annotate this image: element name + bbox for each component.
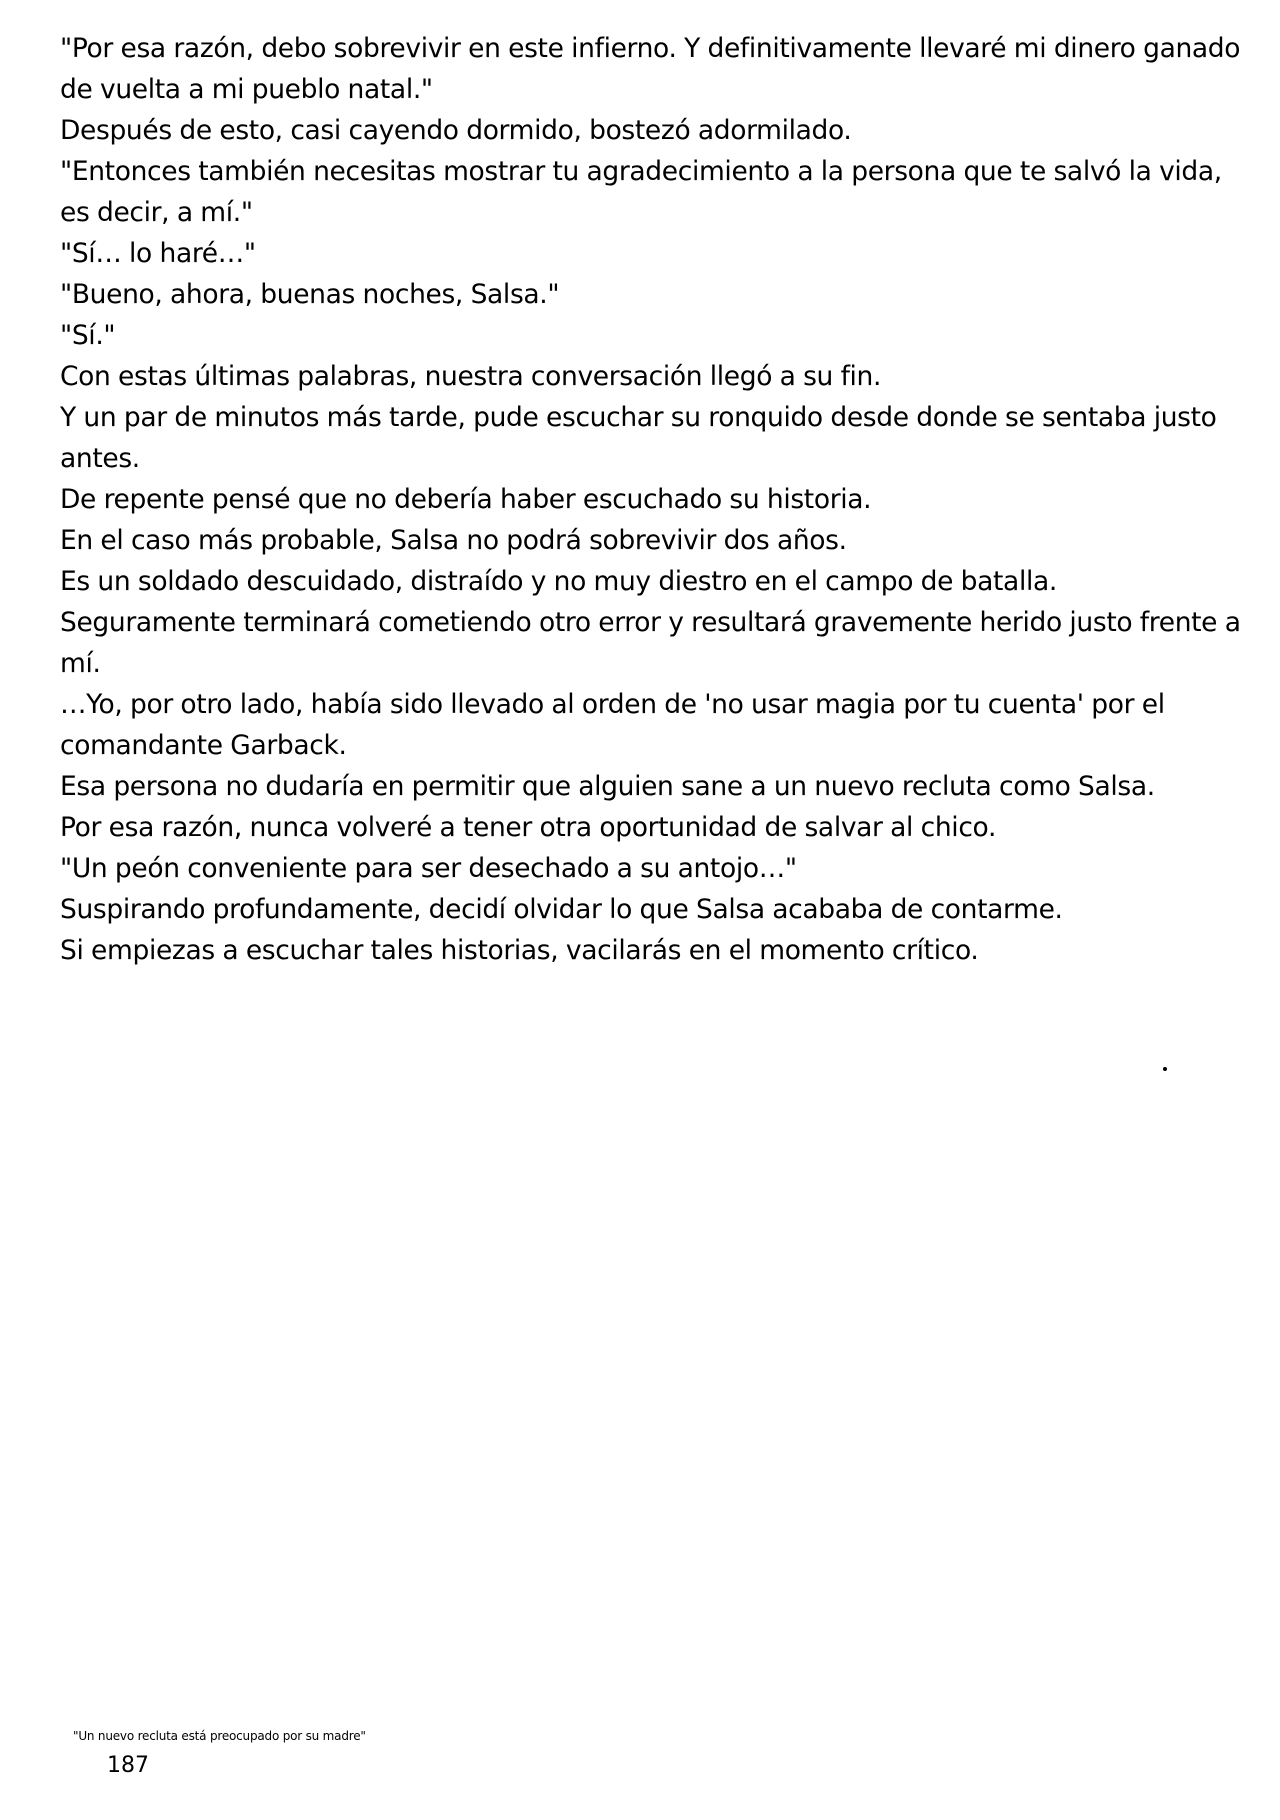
paragraph: Con estas últimas palabras, nuestra conversación llegó a su fin. (60, 361, 882, 392)
paragraph: Seguramente terminará cometiendo otro error y resultará gravemente herido justo frente a mí. (60, 607, 1241, 679)
paragraph: De repente pensé que no debería haber escuchado su historia. (60, 484, 872, 515)
paragraph: "Entonces también necesitas mostrar tu agradecimiento a la persona que te salvó la vida, es decir, a mí." (60, 156, 1222, 228)
running-footer-title: "Un nuevo recluta está preocupado por su madre" (73, 1729, 366, 1743)
paragraph: "Un peón conveniente para ser desechado a su antojo…" (60, 853, 797, 884)
paragraph: Es un soldado descuidado, distraído y no muy diestro en el campo de batalla. (60, 566, 1057, 597)
paragraph: Suspirando profundamente, decidí olvidar lo que Salsa acababa de contarme. (60, 894, 1063, 925)
page-number: 187 (107, 1753, 149, 1778)
body-text (60, 28, 1245, 971)
paragraph: Si empiezas a escuchar tales historias, vacilarás en el momento crítico. (60, 935, 979, 966)
paragraph: Después de esto, casi cayendo dormido, bostezó adormilado. (60, 115, 852, 146)
paragraph: "Por esa razón, debo sobrevivir en este infierno. Y definitivamente llevaré mi dinero ganado de vuelta a mi pueblo natal." (60, 33, 1241, 105)
paragraph: Por esa razón, nunca volveré a tener otra oportunidad de salvar al chico. (60, 812, 997, 843)
stray-dot-mark (1163, 1067, 1167, 1071)
paragraph: Esa persona no dudaría en permitir que alguien sane a un nuevo recluta como Salsa. (60, 771, 1155, 802)
paragraph: En el caso más probable, Salsa no podrá sobrevivir dos años. (60, 525, 847, 556)
paragraph: Y un par de minutos más tarde, pude escuchar su ronquido desde donde se sentaba justo antes. (60, 402, 1217, 474)
paragraph: "Sí… lo haré…" (60, 238, 256, 269)
paragraph: "Bueno, ahora, buenas noches, Salsa." (60, 279, 560, 310)
paragraph: …Yo, por otro lado, había sido llevado al orden de 'no usar magia por tu cuenta' por el comandante Garback. (60, 689, 1165, 761)
paragraph: "Sí." (60, 320, 116, 351)
